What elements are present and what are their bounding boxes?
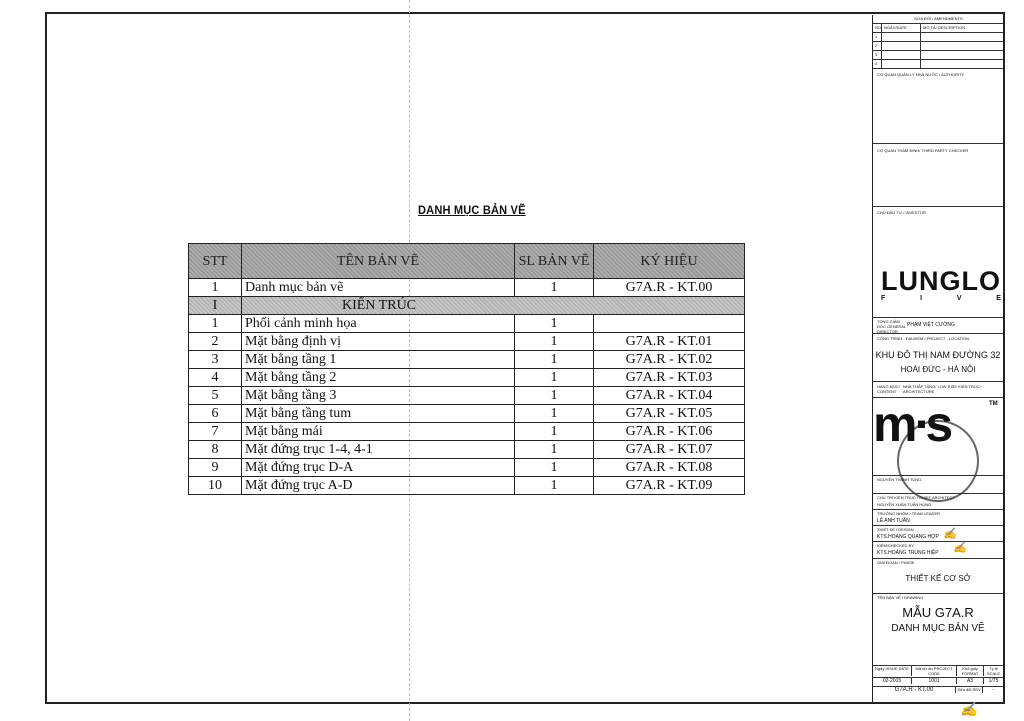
cell-count: 1 <box>515 405 594 423</box>
checker-name: KTS.HOÀNG TRUNG HIỆP <box>877 550 939 556</box>
gd-label: TỔNG GIÁM ĐỐC GENERAL DIRECTOR <box>877 319 906 334</box>
content-label: HẠNG MỤC/ CONTENT <box>877 384 900 394</box>
cell-code: G7A.R - KT.04 <box>594 387 745 405</box>
amendment-row: 2 <box>873 42 1003 51</box>
bottom-signature: ✍ <box>960 702 978 718</box>
cell-code: G7A.R - KT.07 <box>594 441 745 459</box>
divider <box>873 317 1003 318</box>
cell-code: G7A.R - KT.02 <box>594 351 745 369</box>
drawing-title-line-1: MẪU G7A.R <box>902 605 974 620</box>
cell-code: G7A.R - KT.08 <box>594 459 745 477</box>
page-title: DANH MỤC BẢN VẼ <box>418 203 526 217</box>
cell-count: 1 <box>515 333 594 351</box>
amendment-row: 4 <box>873 60 1003 69</box>
header-code: KÝ HIỆU <box>594 244 745 279</box>
table-row <box>189 369 745 387</box>
cell-name: Mặt đứng trục 1-4, 4-1 <box>242 441 515 459</box>
divider <box>873 509 1003 510</box>
cell-code: G7A.R - KT.00 <box>594 279 745 297</box>
designer-name: KTS.HOÀNG QUANG HỢP <box>877 534 939 540</box>
cell-stt: 9 <box>189 459 242 477</box>
third-party-label: CƠ QUAN THẨM ĐỊNH/ THIRD PARTY CHECKER <box>877 148 969 153</box>
cell-code: G7A.R - KT.06 <box>594 423 745 441</box>
cell-stt: 6 <box>189 405 242 423</box>
team-leader-label: TRƯỞNG NHÓM / TEAM LEADER <box>877 511 940 516</box>
drawing-label: TÊN BẢN VẼ / DRAWING <box>877 595 924 600</box>
divider <box>873 558 1003 559</box>
trademark: TM <box>989 401 998 407</box>
investor-label: CHỦ ĐẦU TƯ / INVESTOR <box>877 210 926 215</box>
table-row <box>189 333 745 351</box>
cell-stt: 4 <box>189 369 242 387</box>
table-section-row <box>189 297 745 315</box>
cell-stt: 7 <box>189 423 242 441</box>
divider <box>873 475 1003 476</box>
investor-logo-sub: F I V E <box>881 295 1001 302</box>
cell-count: 1 <box>515 477 594 495</box>
divider <box>873 493 1003 494</box>
amendments-header-row: NO NGÀY/DATE MÔ TẢ/ DESCRIPTION <box>873 24 1003 33</box>
mas-logo: m∙s <box>873 396 951 452</box>
cell-name: Mặt bằng tầng tum <box>242 405 515 423</box>
header-stt: STT <box>189 244 242 279</box>
project-label: CÔNG TRÌNH - ĐỊA ĐIỂM / PROJECT - LOCATION <box>877 336 970 341</box>
table-row <box>189 315 745 333</box>
cell-count: 1 <box>515 387 594 405</box>
divider <box>873 143 1003 144</box>
divider <box>873 206 1003 207</box>
table-row <box>189 423 745 441</box>
cell-count: 1 <box>515 369 594 387</box>
cell-name: Mặt đứng trục A-D <box>242 477 515 495</box>
cell-count: 1 <box>515 351 594 369</box>
cell-section-name: KIẾN TRÚC <box>242 297 745 315</box>
team-leader-name: LÊ ANH TUẤN <box>877 518 910 524</box>
cell-count: 1 <box>515 279 594 297</box>
design-label: THIẾT KẾ / DESIGN <box>877 527 914 532</box>
gd-name: PHẠM VIỆT CƯỜNG <box>907 322 955 328</box>
cell-stt: I <box>189 297 242 315</box>
divider <box>873 381 1003 382</box>
table-row <box>189 405 745 423</box>
divider <box>873 593 1003 594</box>
cell-name: Mặt bằng mái <box>242 423 515 441</box>
issue-info-header: Ngày ISSUE DATE Mã dự án PROJECT CODE Khổ giấy FORMAT Tỷ lệ SCALE <box>873 666 1003 676</box>
table-header-row <box>189 244 745 279</box>
drawing-title-line-2: DANH MỤC BẢN VẼ <box>891 623 985 634</box>
amendments-grid <box>873 15 1003 69</box>
cell-code: G7A.R - KT.05 <box>594 405 745 423</box>
cell-count: 1 <box>515 459 594 477</box>
issue-info-values: 02-2015 1001 A3 1/75 <box>873 678 1003 684</box>
cell-stt: 10 <box>189 477 242 495</box>
cell-name: Mặt bằng tầng 3 <box>242 387 515 405</box>
divider <box>873 525 1003 526</box>
cell-name: Phối cảnh minh họa <box>242 315 515 333</box>
cell-name: Danh mục bản vẽ <box>242 279 515 297</box>
cell-stt: 2 <box>189 333 242 351</box>
amendments-heading: SỬA ĐỔI / AMENDMENTS: <box>873 15 1003 24</box>
table-row <box>189 459 745 477</box>
cell-stt: 3 <box>189 351 242 369</box>
cell-count: 1 <box>515 315 594 333</box>
signature: ✍ <box>943 527 957 540</box>
cell-stt: 5 <box>189 387 242 405</box>
table-row <box>189 351 745 369</box>
checked-label: KIỂM/CHECKED BY <box>877 543 914 548</box>
divider <box>873 333 1003 334</box>
cell-stt: 8 <box>189 441 242 459</box>
cell-name: Mặt đứng trục D-A <box>242 459 515 477</box>
cell-code: G7A.R - KT.01 <box>594 333 745 351</box>
amendment-row: 3 <box>873 51 1003 60</box>
sheet-code: G7A.R - KT.00 <box>873 687 956 693</box>
cell-name: Mặt bằng tầng 2 <box>242 369 515 387</box>
table-row <box>189 441 745 459</box>
table-row <box>189 387 745 405</box>
content-value: NHÀ THẤP TẦNG/ LOW RISE KIẾN TRÚC/ ARCHITECTURE <box>903 384 981 394</box>
cell-code <box>594 315 745 333</box>
header-count: SL BẢN VẼ <box>515 244 594 279</box>
signature: ✍ <box>953 541 967 554</box>
cell-name: Mặt bằng định vị <box>242 333 515 351</box>
table-row <box>189 477 745 495</box>
chief-architect-name: NGUYỄN XUÂN TUẤN HÙNG <box>877 502 932 507</box>
project-line-2: HOÀI ĐỨC - HÀ NỘI <box>900 365 976 374</box>
amendment-row: 1 <box>873 33 1003 42</box>
title-block <box>872 15 1003 702</box>
sheet-code-row: G7A.R - KT.00 Sửa đổi REV - <box>873 687 1003 693</box>
cell-code: G7A.R - KT.03 <box>594 369 745 387</box>
drawing-list-table <box>188 243 745 495</box>
investor-logo: LUNGLO <box>881 266 1001 296</box>
cell-count: 1 <box>515 441 594 459</box>
phase-value: THIẾT KẾ CƠ SỞ <box>905 574 971 583</box>
phase-label: GIAI ĐOẠN / PHASE <box>877 560 915 565</box>
table-row <box>189 279 745 297</box>
director-name: NGUYỄN THANH TÙNG <box>877 477 922 482</box>
cell-stt: 1 <box>189 315 242 333</box>
header-name: TÊN BẢN VẼ <box>242 244 515 279</box>
cell-name: Mặt bằng tầng 1 <box>242 351 515 369</box>
authority-label: CƠ QUAN QUẢN LÝ NHÀ NƯỚC / AUTHORITY <box>877 72 965 77</box>
cell-stt: 1 <box>189 279 242 297</box>
chief-architect-label: CHỦ TRÌ KIẾN TRÚC / CHIEF ARCHITECT <box>877 495 955 500</box>
cell-code: G7A.R - KT.09 <box>594 477 745 495</box>
cell-count: 1 <box>515 423 594 441</box>
project-line-1: KHU ĐÔ THỊ NAM ĐƯỜNG 32 <box>875 350 1001 360</box>
divider <box>873 541 1003 542</box>
